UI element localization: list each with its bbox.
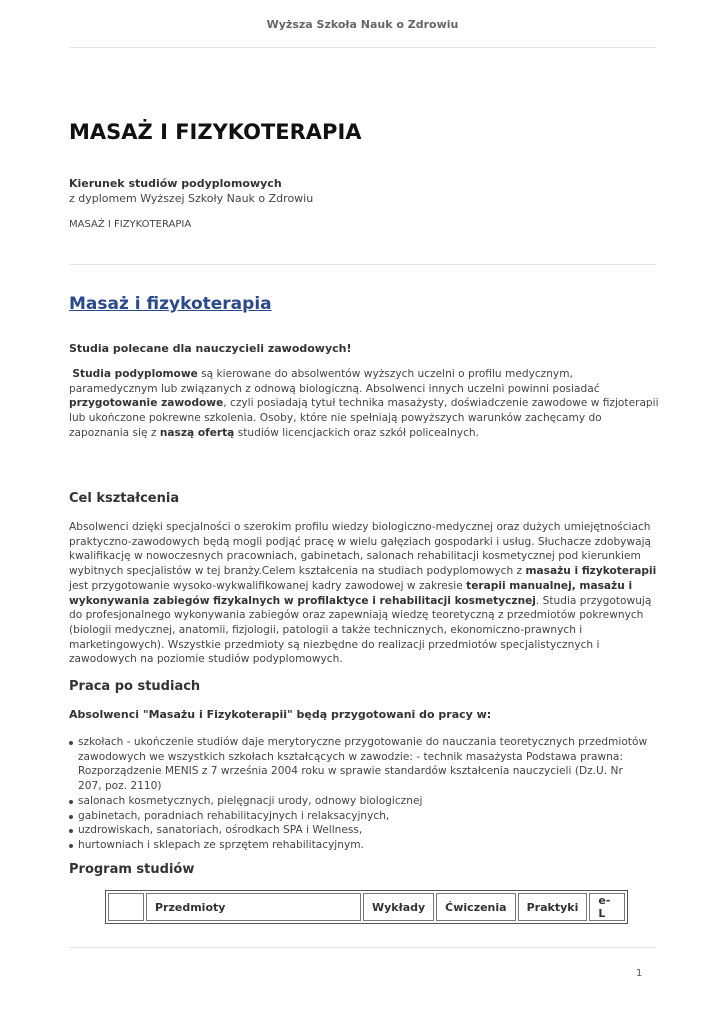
top-divider xyxy=(69,47,656,48)
list-item: uzdrowiskach, sanatoriach, ośrodkach SPA i Wellness, xyxy=(69,823,649,838)
intro-bold-studia: Studia podyplomowe xyxy=(72,368,198,380)
table-header-wyklady: Wykłady xyxy=(363,893,434,921)
intro-bold-oferta: naszą ofertą xyxy=(159,426,235,439)
list-item: gabinetach, poradniach rehabilitacyjnych i relaksacyjnych, xyxy=(69,809,649,824)
list-item: szkołach - ukończenie studiów daje merytoryczne przygotowanie do nauczania teoretycznych przedmiotów zawodowych we wszystkich szkołach kształcących w zawodzie: - technik masażysta Podstawa prawna: Rozporządzenie MENIS z 7 września 2004 roku w sprawie standardów kształcenia nauczycieli (Dz.U. Nr 207, poz. 2110) xyxy=(69,735,649,794)
intro-text-2: , czyli posiadają tytuł technika masażysty, doświadczenie zawodowe w fizjoterapii lub ukończone pokrewne szkolenia. Osoby, które nie spełniają powyższych warunków zachęcamy do zapoznania się z xyxy=(69,397,659,439)
table-header-cwiczenia: Ćwiczenia xyxy=(436,893,515,921)
job-list xyxy=(69,735,649,853)
heading-program-studiow: Program studiów xyxy=(69,862,195,877)
recommendation-note: Studia polecane dla nauczycieli zawodowych! xyxy=(69,342,352,355)
intro-bold-przygotowanie: przygotowanie zawodowe xyxy=(69,397,224,410)
cel-bold-2: terapii manualnej, masażu i wykonywania zabiegów fizykalnych w profilaktyce i rehabilitacji kosmetycznej xyxy=(69,579,633,607)
table-header-przedmioty: Przedmioty xyxy=(146,893,361,921)
cel-text-3: . Studia przygotowują do profesjonalnego wykonywania zabiegów oraz zapewniają wiedzę teoretyczną z przedmiotów pokrewnych (biologii medycznej, anatomii, fizjologii, patologii a także technicznych, ekonomiczno-prawnych i marketingowych). Wszystkie przedmioty są niezbędne do realizacji przedmiotów specjalistycznych i zawodowych na poziomie studiów podyplomowych. xyxy=(69,594,652,666)
list-item: salonach kosmetycznych, pielęgnacji urody, odnowy biologicznej xyxy=(69,794,649,809)
program-name: MASAŻ I FIZYKOTERAPIA xyxy=(69,219,192,230)
diploma-info: z dyplomem Wyższej Szkoły Nauk o Zdrowiu xyxy=(69,192,314,205)
cel-text-1: Absolwenci dzięki specjalności o szerokim profilu wiedzy biologiczno-medycznej oraz dużych umiejętnościach praktyczno-zawodowych będą mogli podjąć pracę w wielu gałęziach gospodarki i usług. Słuchacze zdobywają kwalifikację w nowoczesnych pracowniach, gabinetach, salonach rehabilitacji kosmetycznej pod kierunkiem wybitnych specjalistów w tej branży.Celem kształcenia na studiach podyplomowych z xyxy=(69,521,652,578)
intro-paragraph xyxy=(69,367,659,441)
program-type: Kierunek studiów podyplomowych xyxy=(69,177,282,190)
heading-cel-ksztalcenia: Cel kształcenia xyxy=(69,491,180,506)
page-title: MASAŻ I FIZYKOTERAPIA xyxy=(69,120,362,144)
page-header-school-name: Wyższa Szkoła Nauk o Zdrowiu xyxy=(266,18,459,31)
intro-text-1: są kierowane do absolwentów wyższych uczelni o profilu medycznym, paramedycznym lub związanych z odnową biologiczną. Absolwenci innych uczelni powinni posiadać xyxy=(69,368,600,395)
table-header-el: e-L xyxy=(589,893,625,921)
program-title-link[interactable]: Masaż i fizykoterapia xyxy=(69,294,272,314)
cel-bold-1: masażu i fizykoterapii xyxy=(525,565,657,578)
program-table xyxy=(105,890,628,924)
page-number: 1 xyxy=(636,968,643,979)
table-header-row xyxy=(108,893,625,921)
cel-paragraph xyxy=(69,520,659,667)
heading-praca-po-studiach: Praca po studiach xyxy=(69,679,201,694)
table-header-praktyki: Praktyki xyxy=(518,893,588,921)
praca-intro: Absolwenci "Masażu i Fizykoterapii" będą przygotowani do pracy w: xyxy=(69,708,492,721)
intro-text-3: studiów licencjackich oraz szkół policealnych. xyxy=(234,426,480,439)
section-divider xyxy=(69,264,656,265)
list-item: hurtowniach i sklepach ze sprzętem rehabilitacyjnym. xyxy=(69,838,649,853)
table-header-cell-empty xyxy=(108,893,144,921)
bottom-divider xyxy=(69,947,656,948)
cel-text-2: jest przygotowanie wysoko-wykwalifikowanej kadry zawodowej w zakresie xyxy=(69,579,467,592)
